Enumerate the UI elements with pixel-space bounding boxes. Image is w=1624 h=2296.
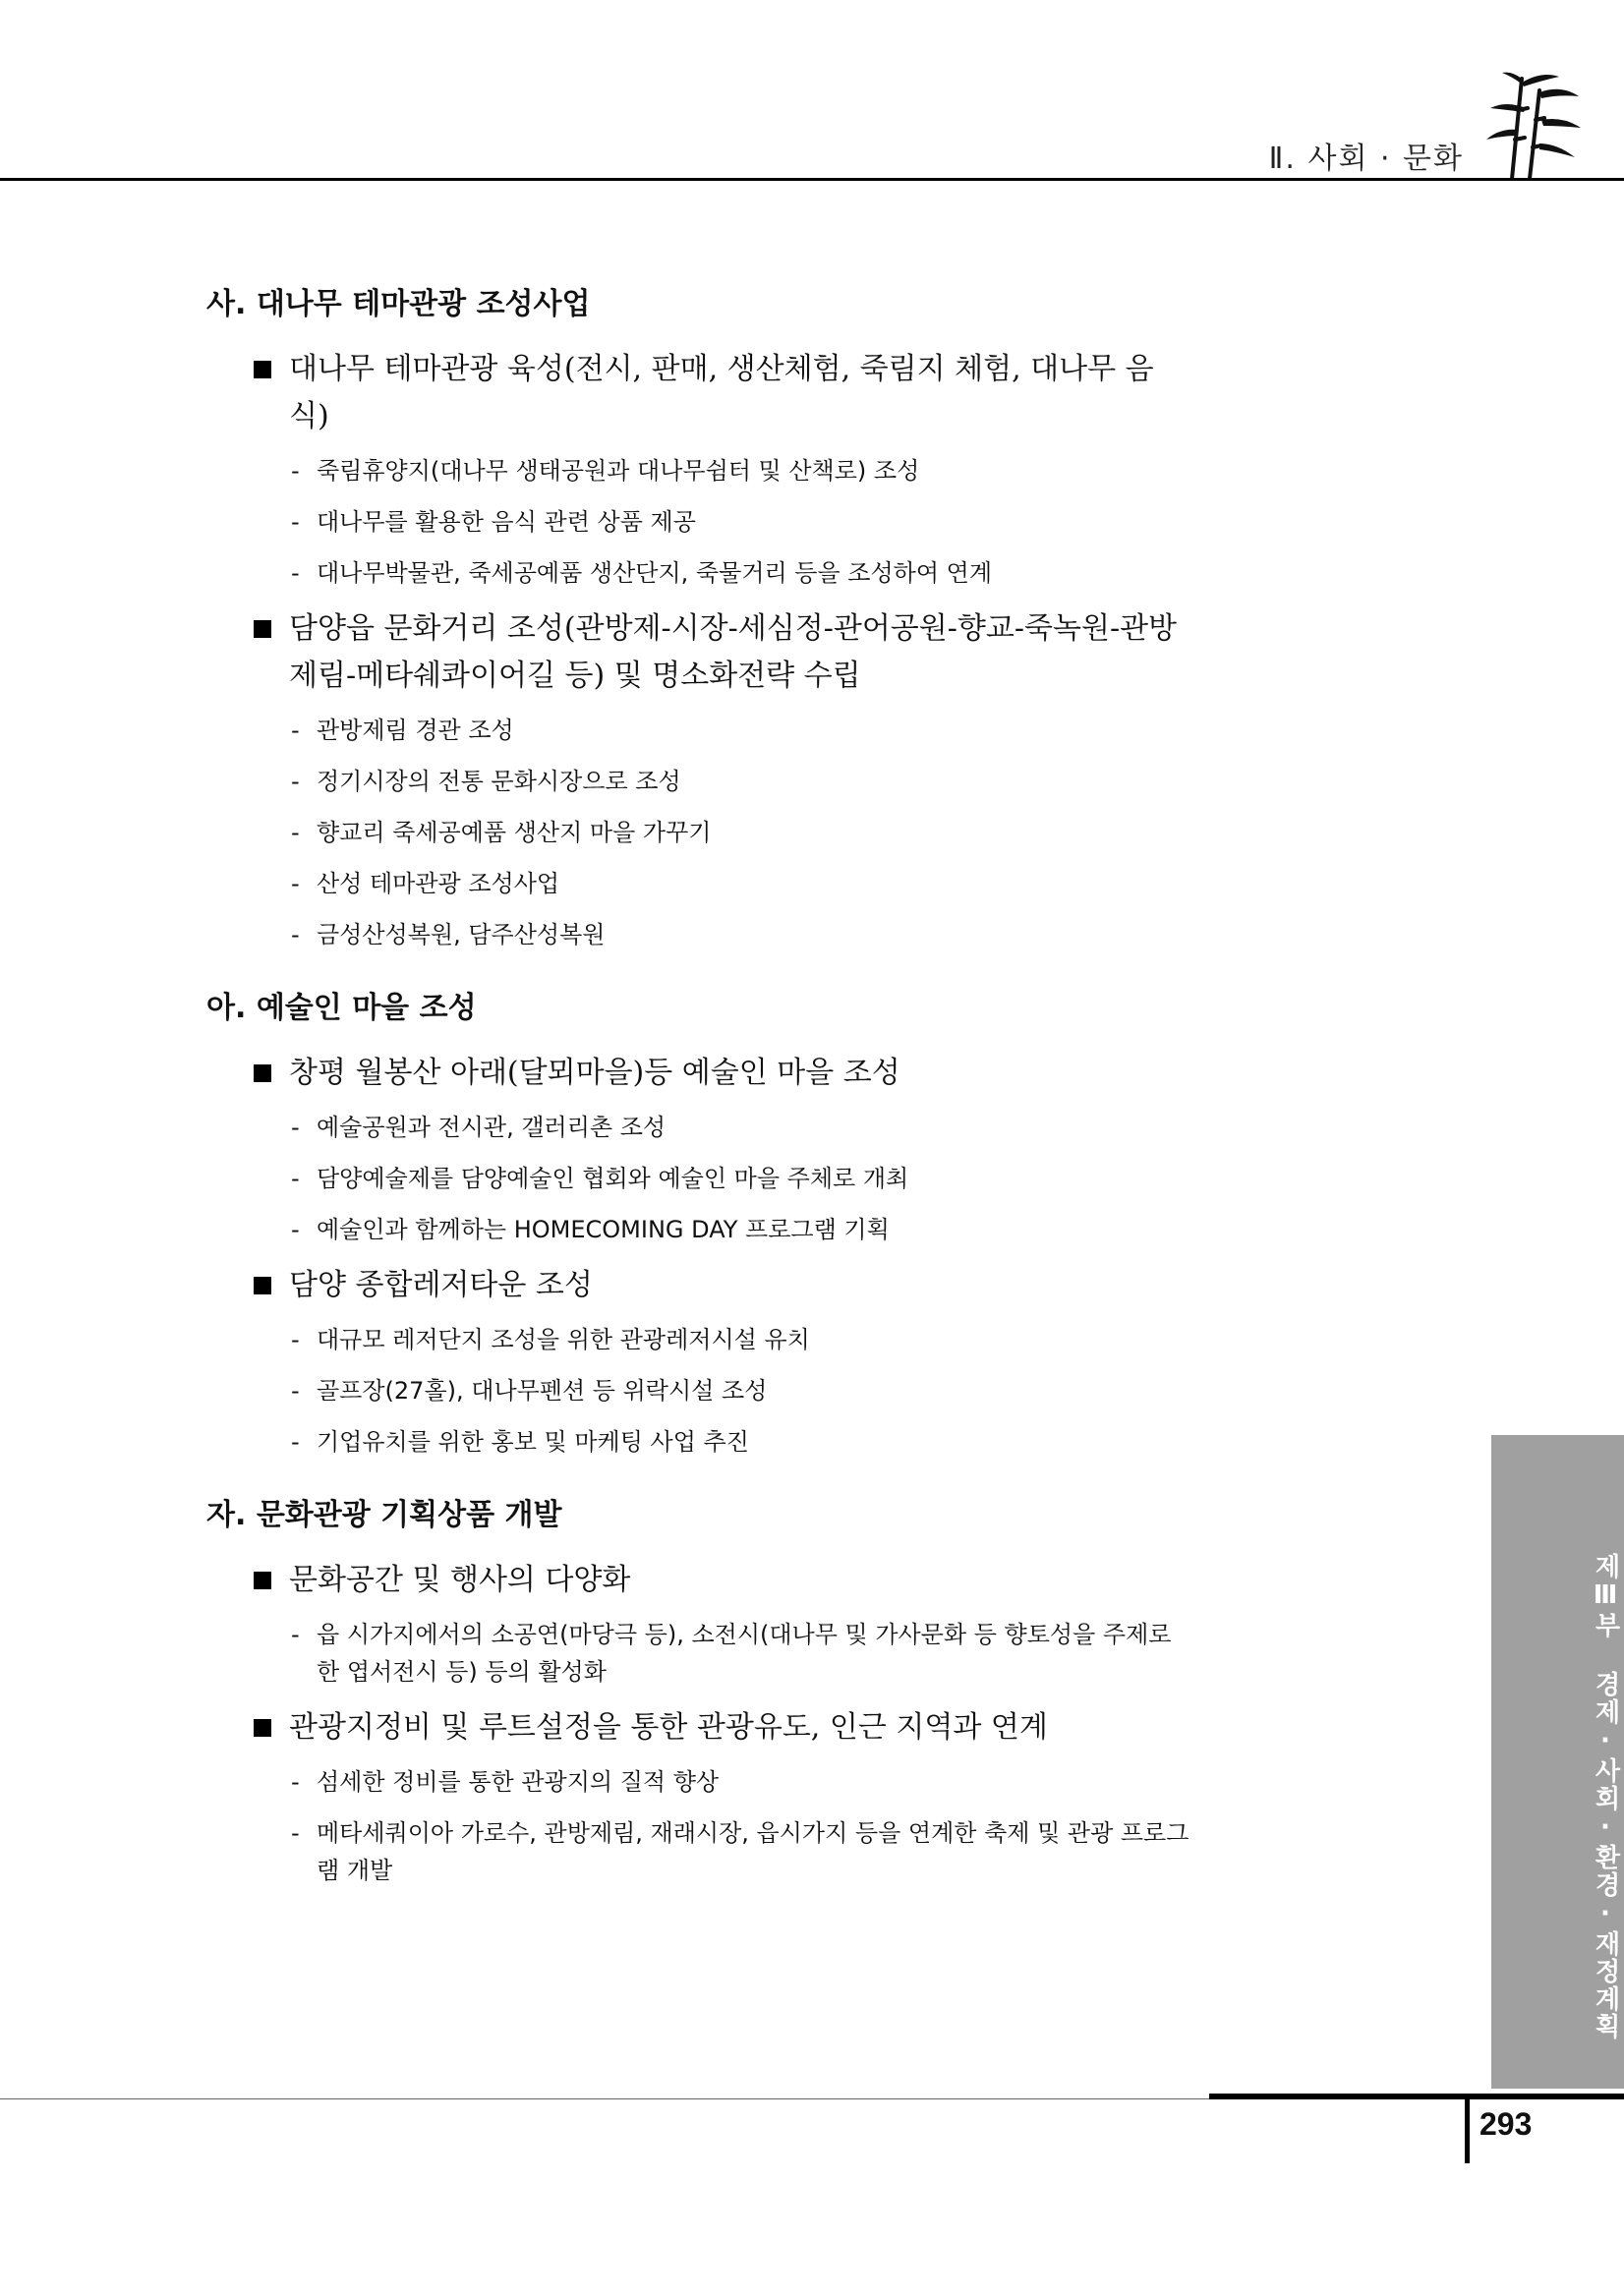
- side-tab-label: 제Ⅲ부 경제·사회·환경·재정계획: [1591, 1553, 1620, 2040]
- square-bullet-icon: [254, 1277, 271, 1294]
- sub-list: [206, 452, 1189, 592]
- square-bullet-icon: [254, 1064, 271, 1082]
- bamboo-icon: [1482, 71, 1583, 179]
- bullet-item: 담양읍 문화거리 조성(관방제-시장-세심정-관어공원-향교-죽녹원-관방제림-메타쉐콰이어길 등) 및 명소화전략 수립: [206, 605, 1189, 700]
- bullet-item: 관광지정비 및 루트설정을 통한 관광유도, 인근 지역과 연계: [206, 1704, 1189, 1751]
- bullet-item: 문화공간 및 행사의 다양화: [206, 1557, 1189, 1604]
- sub-item: - 대나무를 활용한 음식 관련 상품 제공: [291, 508, 696, 536]
- section-title: 아. 예술인 마을 조성: [206, 991, 477, 1025]
- sub-list: [206, 1321, 1189, 1461]
- sub-item: - 정기시장의 전통 문화시장으로 조성: [291, 768, 681, 795]
- sub-item: - 예술공원과 전시관, 갤러리촌 조성: [291, 1114, 667, 1141]
- sub-item: - 관방제림 경관 조성: [291, 717, 514, 744]
- sub-item: - 산성 테마관광 조성사업: [291, 870, 560, 897]
- chapter-title: Ⅱ. 사회 · 문화: [1268, 142, 1464, 176]
- sub-item: - 예술인과 함께하는 HOMECOMING DAY 프로그램 기획: [291, 1216, 890, 1243]
- sub-item: - 대나무박물관, 죽세공예품 생산단지, 죽물거리 등을 조성하여 연계: [291, 559, 992, 587]
- sub-item: - 향교리 죽세공예품 생산지 마을 가꾸기: [291, 819, 712, 846]
- main-content: [206, 285, 1189, 1924]
- square-bullet-icon: [254, 1719, 271, 1737]
- sub-item: - 대규모 레저단지 조성을 위한 관광레저시설 유치: [291, 1326, 810, 1353]
- sub-list: [206, 1616, 1189, 1691]
- sub-item: - 금성산성복원, 담주산성복원: [291, 921, 606, 948]
- sub-item: - 담양예술제를 담양예술인 협회와 예술인 마을 주체로 개최: [291, 1165, 909, 1192]
- header-rule: [0, 178, 1624, 181]
- sub-list: [206, 1763, 1189, 1889]
- footer-divider: [1465, 2096, 1470, 2163]
- section-title: 사. 대나무 테마관광 조성사업: [206, 287, 591, 321]
- sub-list: [206, 712, 1189, 953]
- chapter-side-tab: [1491, 1435, 1624, 2089]
- section-artist-village: [206, 989, 1189, 1461]
- sub-item: - 섬세한 정비를 통한 관광지의 질적 향상: [291, 1768, 720, 1796]
- sub-item: - 읍 시가지에서의 소공연(마당극 등), 소전시(대나무 및 가사문화 등 향토성을 주제로 한 엽서전시 등) 등의 활성화: [291, 1621, 1172, 1686]
- footer-rule: [0, 2098, 1209, 2099]
- page-number: 293: [1479, 2106, 1533, 2142]
- footer-thick-rule: [1209, 2094, 1624, 2099]
- section-cultural-tourism-products: [206, 1496, 1189, 1889]
- section-title: 자. 문화관광 기획상품 개발: [206, 1498, 562, 1532]
- sub-list: [206, 1109, 1189, 1248]
- bullet-item: 담양 종합레저타운 조성: [206, 1262, 1189, 1309]
- section-bamboo-theme-tourism: [206, 285, 1189, 953]
- sub-item: - 골프장(27홀), 대나무펜션 등 위락시설 조성: [291, 1377, 768, 1405]
- square-bullet-icon: [254, 620, 271, 638]
- bullet-item: 대나무 테마관광 육성(전시, 판매, 생산체험, 죽림지 체험, 대나무 음식): [206, 346, 1189, 440]
- sub-item: - 기업유치를 위한 홍보 및 마케팅 사업 추진: [291, 1428, 749, 1456]
- square-bullet-icon: [254, 361, 271, 378]
- bullet-item: 창평 월봉산 아래(달뫼마을)등 예술인 마을 조성: [206, 1050, 1189, 1097]
- sub-item: - 메타세쿼이아 가로수, 관방제림, 재래시장, 읍시가지 등을 연계한 축제 및 관광 프로그램 개발: [291, 1819, 1189, 1884]
- square-bullet-icon: [254, 1572, 271, 1589]
- sub-item: - 죽림휴양지(대나무 생태공원과 대나무쉼터 및 산책로) 조성: [291, 457, 920, 485]
